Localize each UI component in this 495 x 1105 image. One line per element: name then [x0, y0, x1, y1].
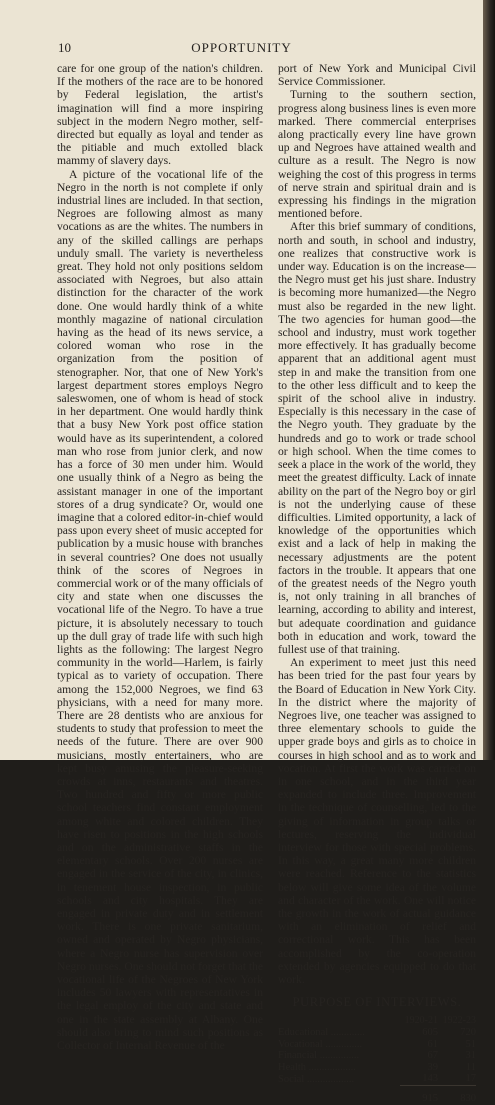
cell-value: 11 [465, 1061, 476, 1073]
paragraph: A picture of the vocational life of the Negro in the north is not complete if only industrial lines are included. In that section, Negroes are following almost as many vocations as are the whites. The numbers in any of the skilled callings are perhaps unduly small. The variety is nevertheless great. They hold not only positions seldom associated with Negroes, but also attain distinction for the character of the work done. One would hardly think of a white monthly magazine of national circulation having as the head of its news service, a colored woman who rose in the organization from the position of stenographer. Nor, that one of New York's largest department stores employs Negro saleswomen, one of whom is head of stock in her department. One would hardly think that a busy New York post office station would have as its superintendent, a colored man who rose from junior clerk, and now has a force of 30 men under him. Would one usually think of a Negro as being the assistant manager in one of the important stores of a drug syndicate? Or, would one imagine that a colored editor-in-chief would pass upon every sheet of music accepted for publication by a music house with branches in several countries? One does not usually think of the scores of Negroes in commercial work or of the many officials of city and state when one discusses the vocational life of the Negro. To have a true picture, it is absolutely necessary to touch up the dull gray of trade life with such high lights as the following: The largest Negro community in the world—Harlem, is fairly typical as to variety of occupation. There among the 152,000 Negroes, we find 63 physicians, with a need for many more. There are 28 dentists who are anxious for students to study that profession to meet the needs of the future. There are over 900 musicians, mostly entertainers, who are kept busy amusing the pleasure-seeking crowds at inns, restaurants and theatres. Two hundred and fifty or more public school teachers find constant employment among white and colored children. They have risen to positions in the high schools and on the administrative staffs in the elementary schools. Over 200 nurses are engaged in the service of the city, in clinics, in tenement house inspection, in public schools and city hospitals. They are engaged in private duty and in settlement work. There is one private sanitarium, owned and operated by Negro physicians, where a Negro nurse has supervision over Negro nurses. One should not forget that the vocational life of the Negroes of New York includes 50 lawyers with representatives in the legal employ of the city and state and one in the state assembly at Albany. One should also bring to mind such positions as Collector of Internal Revenue of the [57, 167, 263, 1053]
row-label: Social .................. [278, 1073, 355, 1085]
table-row [278, 1062, 476, 1074]
row-label: Educational ............. [278, 1027, 365, 1039]
leader-dots: .................. [304, 1073, 355, 1085]
cell-value: 31 [465, 1050, 476, 1062]
paragraph: After this brief summary of conditions, north and south, in school and industry, one realizes that constructive work is under way. Education is on the increase—the Negro must get his just share. Industry is becoming more humanized—the Negro must also be regarded in the new light. The two agencies for human good—the school and industry, must work together more effectively. It has gradually become apparent that an additional agent must step in and make the transition from one to the other less difficult and to keep the spirit of the school alive in industry. Especially is this necessary in the case of the Negro youth. They graduate by the hundreds and go to work or trade school or high school. When the time comes to seek a place in the work of the world, they meet the greatest difficulty. Lack of innate ability on the part of the Negro boy or girl is not the underlying cause of these difficulties. Limited opportunity, a lack of knowledge of the opportunities which exist and a lack of help in making the necessary adjustments are the potent factors in the trouble. It appears that one of the greatest needs of the Negro youth is, not only training in all branches of learning, according to ability and interest, but adequate coordination and guidance both in education and work, toward the fullest use of that training. [278, 220, 476, 656]
cell-value: 39 [427, 1061, 438, 1073]
table-row [278, 1073, 476, 1085]
cell-value: 17 [438, 1073, 476, 1085]
interviews-table [278, 1015, 476, 1104]
page-header [0, 40, 483, 60]
totals-row [278, 1085, 476, 1104]
table-row [278, 1050, 476, 1062]
total-value: 915 [422, 1092, 438, 1104]
leader-dots: .............. [322, 1038, 363, 1050]
paragraph: port of New York and Municipal Civil Service Commissioner. [278, 62, 476, 89]
table-row [278, 1039, 476, 1051]
cell-value: 720 [460, 1027, 476, 1039]
table-heading: PURPOSE OF INTERVIEWS. [292, 995, 462, 1010]
leader-dots: .................. [306, 1061, 356, 1073]
book-spine [483, 0, 495, 760]
cell-value: 51 [465, 1038, 476, 1050]
running-title: OPPORTUNITY [191, 40, 292, 55]
paragraph: Turning to the southern section, progress along business lines is even more marked. There commercial enterprises along practically every line have grown up and Negroes have attained wealth and culture as a result. The Negro is now weighing the cost of this progress in terms of nerve strain and spiritual drain and is expressing his findings in the migration mentioned before. [278, 88, 476, 221]
leader-dots: ............... [317, 1050, 360, 1062]
cell-value: 61 [427, 1038, 438, 1050]
column-header: 1920-21 [404, 1015, 438, 1027]
table-row [278, 1027, 476, 1039]
row-label: Vocational .............. [278, 1038, 363, 1050]
paragraph: An experiment to meet just this need has been tried for the past four years by the Board of Education in New York City. In the district where the majority of Negroes live, one teacher was assigned to three elementary schools to guide the upper grade boys and girls as to choice in courses in high school and as to work and vocation. At first the work was carried on in one school, and in the third year expanded to include three. Improvement in the technique of counselling, led to the giving of information in group talks or lectures, reserving the individual interview for those with special problems. In this way, a great many more children were reached. Reference to the statistics below will give some idea of the volume and character of the work. One will notice the growth in the work of actual guidance with an elimination of relief and correctional work. This has been accomplished by the co-operation extended by agencies equipped to do that work. [278, 656, 476, 987]
left-column [57, 62, 263, 1052]
cell-value: 143 [400, 1073, 438, 1085]
right-column [278, 62, 476, 1105]
cell-value: 67 [427, 1050, 438, 1062]
cell-value: 605 [422, 1027, 438, 1039]
leader-dots: ............. [328, 1027, 365, 1039]
row-label: Financial ............... [278, 1050, 360, 1062]
row-label: Health .................. [278, 1061, 356, 1073]
total-value: 830 [460, 1092, 476, 1104]
column-header: 1922-23 [442, 1015, 476, 1027]
paragraph: care for one group of the nation's children. If the mothers of the race are to be honored by Federal legislation, the artist's imagination will find a more inspiring subject in the modern Negro mother, self-directed but equally as loyal and tender as the pitiable and much extolled black mammy of slavery days. [57, 62, 263, 168]
page-number: 10 [58, 40, 71, 55]
table-header-row [278, 1015, 476, 1027]
